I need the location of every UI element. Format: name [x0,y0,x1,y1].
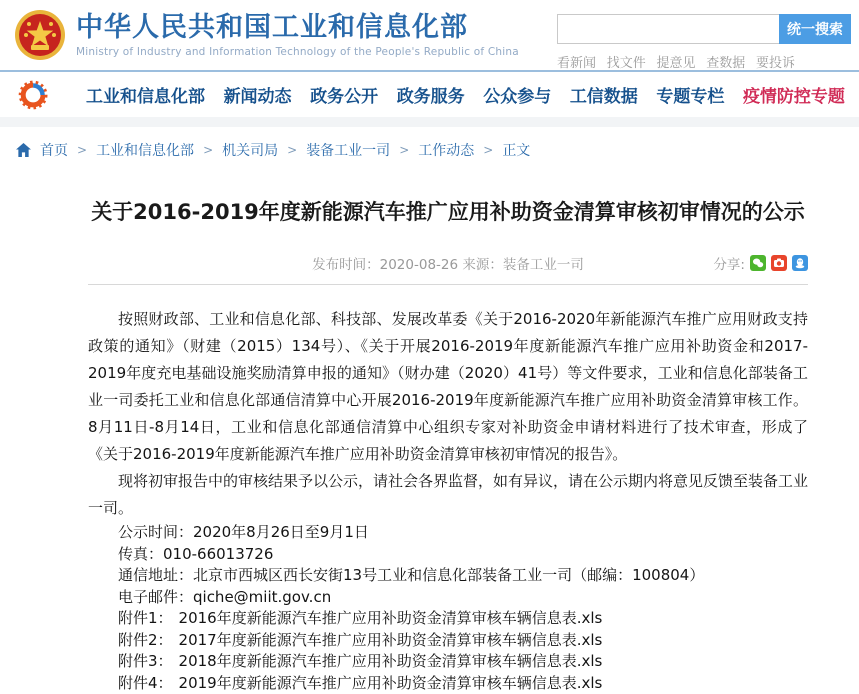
site-title: 中华人民共和国工业和信息化部 [76,13,519,43]
attachment-file-name[interactable]: 2019年度新能源汽车推广应用补助资金清算审核车辆信息表.xls [179,674,603,692]
fax-line: 传真：010-66013726 [88,544,808,566]
attachment-1[interactable] [88,608,808,630]
unified-search-button[interactable]: 统一搜索 [779,14,851,44]
share-bar [713,253,808,273]
main-nav [0,70,859,117]
quick-link-data[interactable]: 查数据 [706,52,745,71]
share-label: 分享: [713,253,745,273]
site-subtitle: Ministry of Industry and Information Technology of the People's Republic of China [76,46,519,58]
article-title: 关于2016-2019年度新能源汽车推广应用补助资金清算审核初审情况的公示 [88,198,808,226]
search-input[interactable] [557,14,779,44]
quick-link-complaint[interactable]: 要投诉 [756,52,795,71]
quick-links [557,52,795,71]
nav-item-news[interactable]: 新闻动态 [224,82,292,107]
quick-link-files[interactable]: 找文件 [607,52,646,71]
wechat-share-icon[interactable] [750,255,766,271]
nav-divider-band [0,117,859,127]
breadcrumb-separator: > [287,143,297,157]
paragraph: 现将初审报告中的审核结果予以公示，请社会各界监督，如有异议，请在公示期内将意见反馈至装备工业一司。 [88,468,808,522]
breadcrumb-home[interactable]: 首页 [40,140,68,160]
publish-info: 发布时间：2020-08-26 来源：装备工业一司 [312,257,584,273]
nav-items [86,82,845,107]
attachment-label: 附件1： [118,609,173,627]
paragraph: 按照财政部、工业和信息化部、科技部、发展改革委《关于2016-2020年新能源汽车推广应用财政支持政策的通知》（财建（2015）134号）、《关于开展2016-2019年度新能源汽车推广应用补助资金和2017-2019年度充电基础设施奖励清算申报的通知》（财办建（2020）41号）等文件要求，工业和信息化部装备工业一司委托工业和信息化部通信清算中心开展2016-2019年度新能源汽车推广应用补助资金清算审核工作。8月11日-8月14日，工业和信息化部通信清算中心组织专家对补助资金申请材料进行了技术审查，形成了《关于2016-2019年度新能源汽车推广应用补助资金清算审核初审情况的报告》。 [88,306,808,468]
attachment-3[interactable] [88,651,808,673]
attachment-label: 附件2： [118,631,173,649]
breadcrumb-work-news[interactable]: 工作动态 [418,140,474,160]
attachment-label: 附件4： [118,674,173,692]
attachment-2[interactable] [88,630,808,652]
nav-item-public[interactable]: 公众参与 [483,82,551,107]
article-content [88,198,808,694]
email-line: 电子邮件：qiche@miit.gov.cn [88,587,808,609]
mail-address-line: 通信地址：北京市西城区西长安街13号工业和信息化部装备工业一司（邮编：100804） [88,565,808,587]
nav-item-data[interactable]: 工信数据 [570,82,638,107]
attachment-4[interactable] [88,673,808,694]
weibo-share-icon[interactable] [771,255,787,271]
qq-share-icon[interactable] [792,255,808,271]
attachment-label: 附件3： [118,652,173,670]
miit-gear-logo-icon[interactable] [16,77,52,113]
breadcrumb-separator: > [399,143,409,157]
nav-item-epidemic[interactable]: 疫情防控专题 [743,82,845,107]
article-meta [88,253,808,273]
site-header [0,0,859,70]
breadcrumb-separator: > [203,143,213,157]
national-emblem-icon [14,9,66,61]
breadcrumb-miit[interactable]: 工业和信息化部 [96,140,194,160]
breadcrumb-departments[interactable]: 机关司局 [222,140,278,160]
breadcrumb-equipment-dept[interactable]: 装备工业一司 [306,140,390,160]
attachment-file-name[interactable]: 2016年度新能源汽车推广应用补助资金清算审核车辆信息表.xls [179,609,603,627]
breadcrumb-separator: > [77,143,87,157]
search-area [557,14,853,71]
attachment-file-name[interactable]: 2018年度新能源汽车推广应用补助资金清算审核车辆信息表.xls [179,652,603,670]
breadcrumb [0,127,859,168]
article-body [88,306,808,694]
breadcrumb-current: 正文 [502,140,530,160]
quick-link-suggest[interactable]: 提意见 [656,52,695,71]
meta-divider [88,284,808,285]
publicity-period-line: 公示时间：2020年8月26日至9月1日 [88,522,808,544]
quick-link-news[interactable]: 看新闻 [557,52,596,71]
nav-item-miit[interactable]: 工业和信息化部 [86,82,205,107]
site-title-block [76,13,519,58]
nav-item-gov-service[interactable]: 政务服务 [397,82,465,107]
breadcrumb-separator: > [483,143,493,157]
nav-item-special[interactable]: 专题专栏 [656,82,724,107]
attachment-file-name[interactable]: 2017年度新能源汽车推广应用补助资金清算审核车辆信息表.xls [179,631,603,649]
nav-item-gov-open[interactable]: 政务公开 [310,82,378,107]
home-icon[interactable] [16,143,31,157]
